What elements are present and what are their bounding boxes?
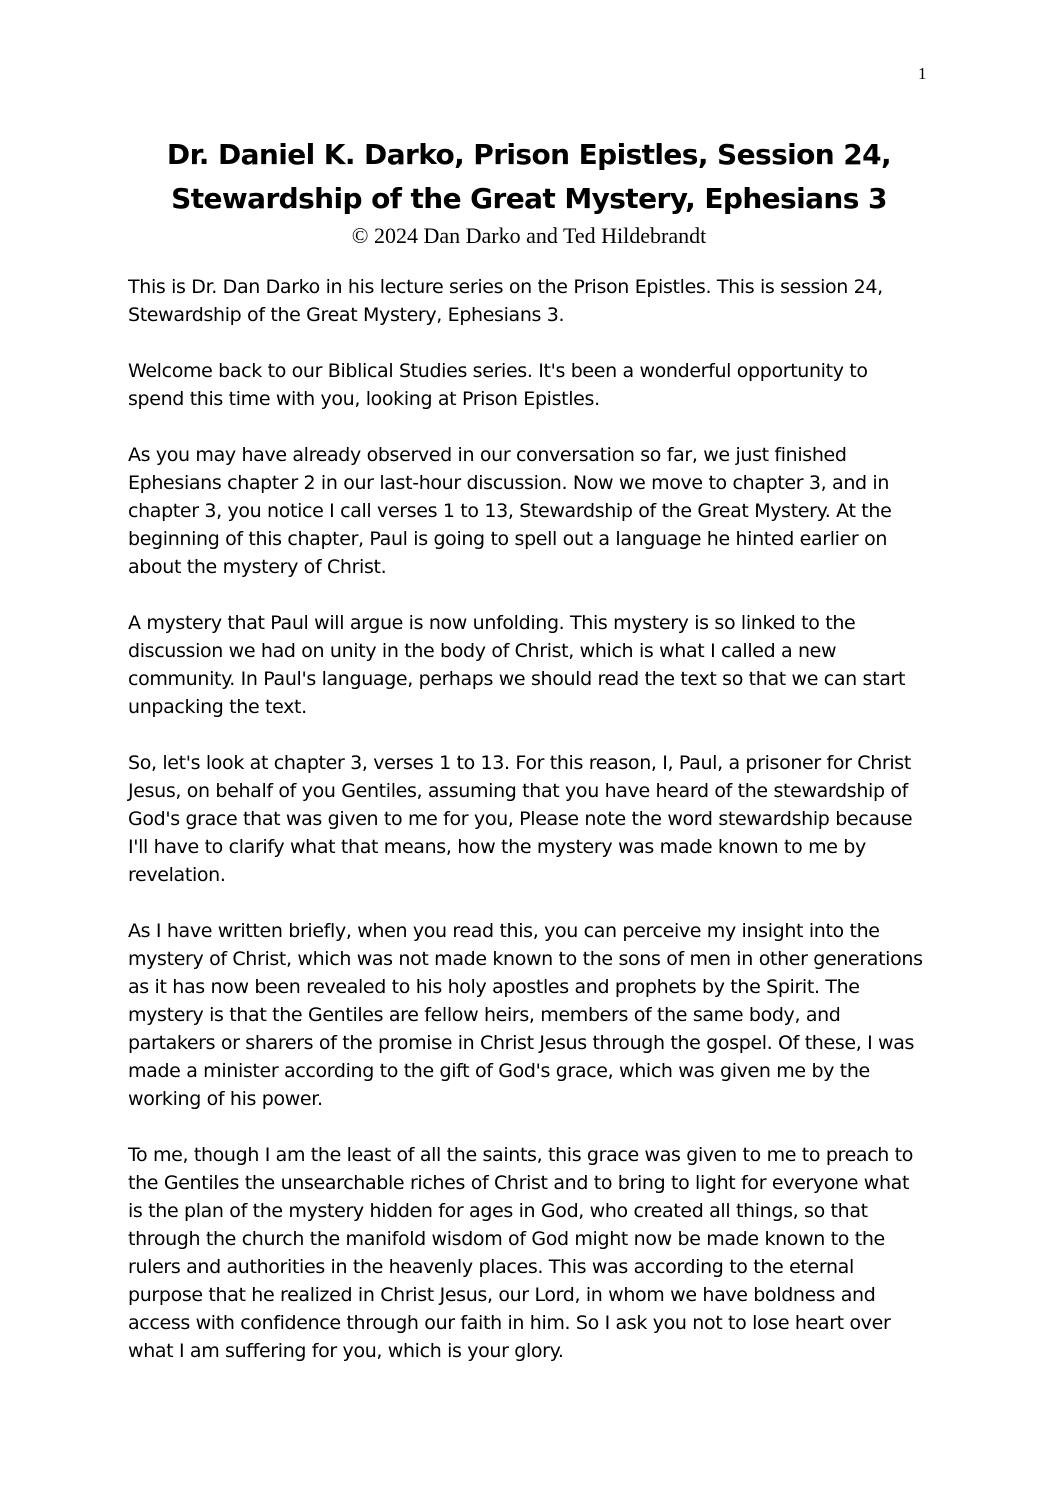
copyright-notice: © 2024 Dan Darko and Ted Hildebrandt bbox=[351, 223, 707, 248]
paragraph-3: As you may have already observed in our conversation so far, we just finished Ephesians chapter 2 in our last-hour discussion. Now we move to chapter 3, and in chapter 3, you notice I call verses 1 to 13, Stewardship of the Great Mystery. At the beginning of this chapter, Paul is going to spell out a language he hinted earlier on about the mystery of Christ. bbox=[128, 444, 892, 578]
title-line-2: Stewardship of the Great Mystery, Ephesians 3 bbox=[171, 182, 887, 215]
title-line-1: Dr. Daniel K. Darko, Prison Epistles, Session 24, bbox=[166, 138, 892, 171]
paragraph-1: This is Dr. Dan Darko in his lecture series on the Prison Epistles. This is session 24, Stewardship of the Great Mystery, Ephesians 3. bbox=[128, 276, 883, 326]
paragraph-7: To me, though I am the least of all the saints, this grace was given to me to preach to the Gentiles the unsearchable riches of Christ and to bring to light for everyone what is the plan of the mystery hidden for ages in God, who created all things, so that through the church the manifold wisdom of God might now be made known to the rulers and authorities in the heavenly places. This was according to the eternal purpose that he realized in Christ Jesus, our Lord, in whom we have boldness and access with confidence through our faith in him. So I ask you not to lose heart over what I am suffering for you, which is your glory. bbox=[128, 1144, 914, 1362]
document-body bbox=[128, 273, 928, 1393]
paragraph-6: As I have written briefly, when you read this, you can perceive my insight into the mystery of Christ, which was not made known to the sons of men in other generations as it has now been revealed to his holy apostles and prophets by the Spirit. The mystery is that the Gentiles are fellow heirs, members of the same body, and partakers or sharers of the promise in Christ Jesus through the gospel. Of these, I was made a minister according to the gift of God's grace, which was given me by the working of his power. bbox=[128, 920, 923, 1110]
page-number: 1 bbox=[918, 64, 927, 83]
paragraph-5: So, let's look at chapter 3, verses 1 to 13. For this reason, I, Paul, a prisoner for Christ Jesus, on behalf of you Gentiles, assuming that you have heard of the stewardship of God's grace that was given to me for you, Please note the word stewardship because I'll have to clarify what that means, how the mystery was made known to me by revelation. bbox=[128, 752, 913, 886]
document-title bbox=[120, 133, 938, 221]
paragraph-2: Welcome back to our Biblical Studies series. It's been a wonderful opportunity to spend this time with you, looking at Prison Epistles. bbox=[128, 360, 868, 410]
paragraph-4: A mystery that Paul will argue is now unfolding. This mystery is so linked to the discussion we had on unity in the body of Christ, which is what I called a new community. In Paul's language, perhaps we should read the text so that we can start unpacking the text. bbox=[128, 612, 906, 718]
